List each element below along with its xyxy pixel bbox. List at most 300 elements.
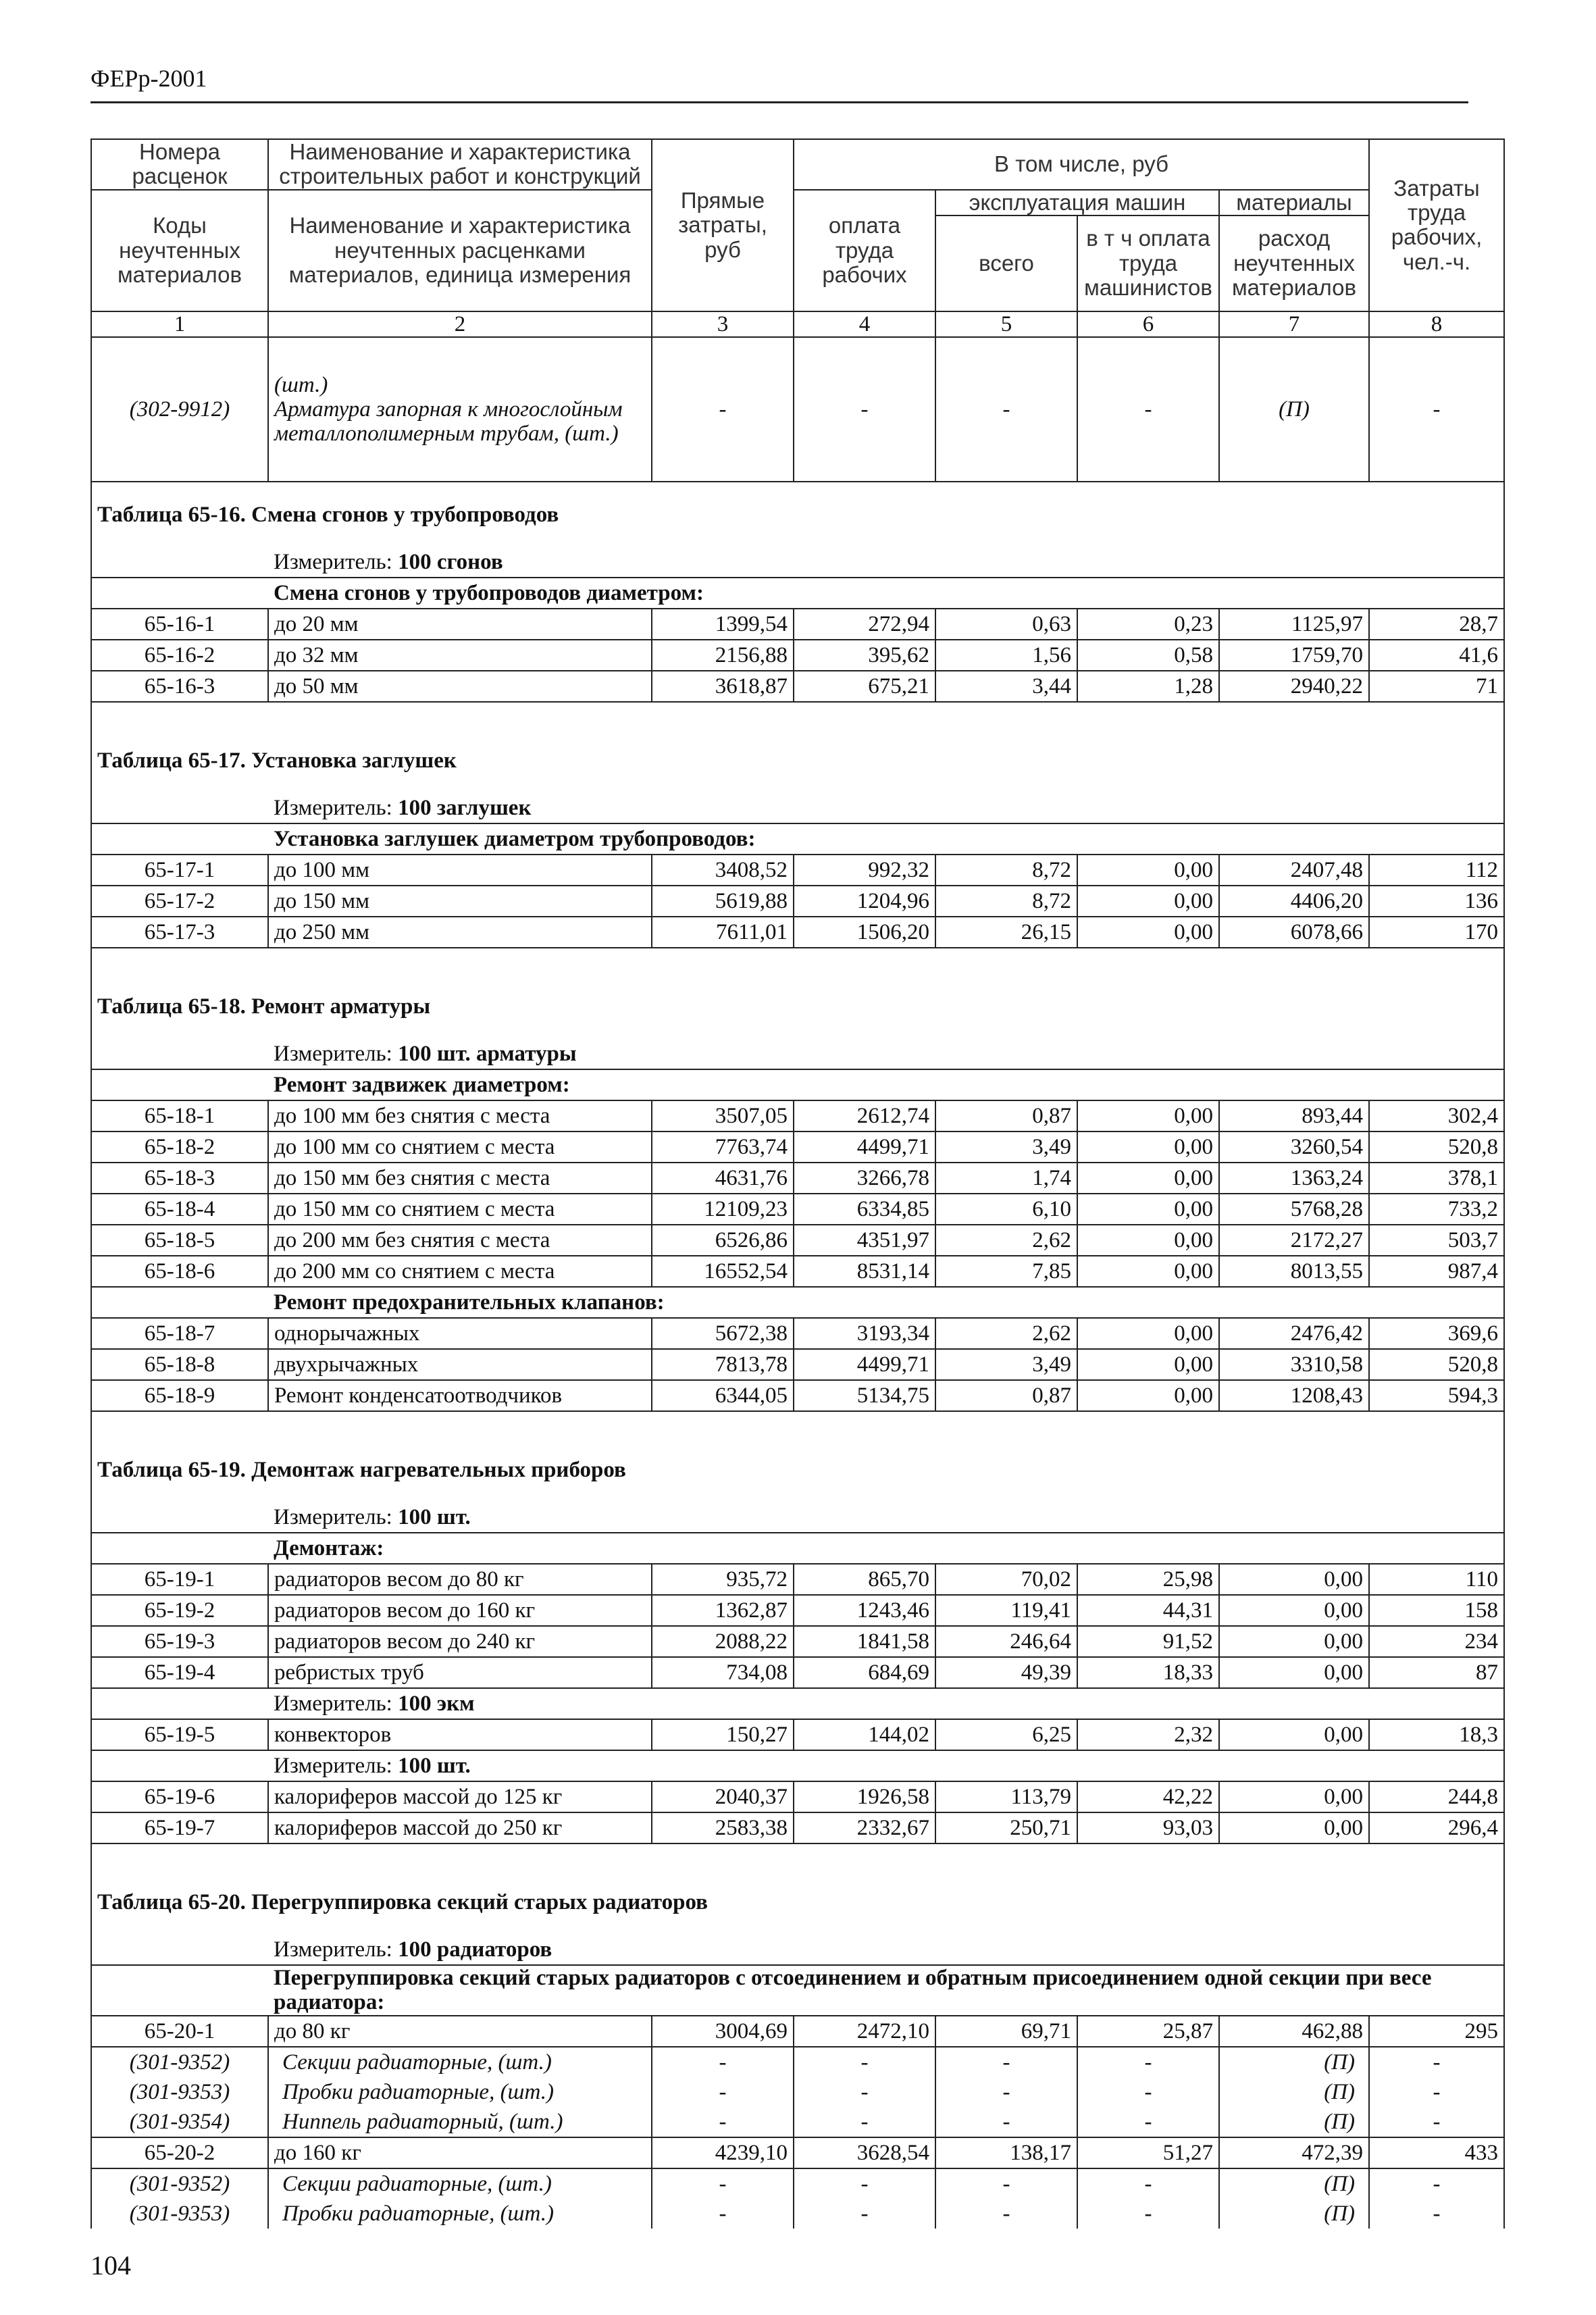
value-cell: 1,28 [1077,671,1219,702]
value-cell: 734,08 [652,1657,794,1688]
section-row [91,578,1504,609]
value-cell: 0,00 [1077,1163,1219,1194]
measure-row [91,1502,1504,1533]
page-number: 104 [91,2250,131,2281]
value-cell: 113,79 [935,1781,1077,1812]
work-name: конвекторов [268,1719,652,1750]
work-name: до 200 мм со снятием с места [268,1256,652,1287]
table-title: Таблица 65-19. Демонтаж нагревательных приборов [91,1438,1504,1502]
rate-code: 65-19-1 [91,1564,268,1595]
value-cell: 18,3 [1369,1719,1504,1750]
header-number: 2 [268,311,652,337]
table-row [91,640,1504,671]
value-cell: 5768,28 [1219,1194,1369,1225]
table-row [91,1318,1504,1349]
section-spacer [91,1069,268,1100]
value-cell: 395,62 [794,640,935,671]
work-name: Секции радиаторные, (шт.) [268,2168,652,2199]
value-cell: 138,17 [935,2137,1077,2168]
value-cell: 170 [1369,917,1504,948]
rate-code: 65-16-2 [91,640,268,671]
rate-code: (301-9354) [91,2107,268,2137]
section-heading: Смена сгонов у трубопроводов диаметром: [268,578,1504,609]
measure-row [91,1750,1504,1781]
value-cell: 4406,20 [1219,886,1369,917]
rates-table [91,138,1505,2229]
value-cell: 992,32 [794,855,935,886]
value-cell: 935,72 [652,1564,794,1595]
measure-label: Измеритель: [274,1505,392,1530]
value-cell: 0,00 [1077,1225,1219,1256]
measure-label: Измеритель: [274,1691,392,1716]
work-name: однорычажных [268,1318,652,1349]
value-cell: 2040,37 [652,1781,794,1812]
value-cell: 2172,27 [1219,1225,1369,1256]
value-cell: 0,00 [1077,1131,1219,1163]
value-cell: 41,6 [1369,640,1504,671]
spacer-row [91,1843,1504,1870]
value-cell: (П) [1219,2168,1369,2199]
table-row [91,855,1504,886]
value-cell: 1204,96 [794,886,935,917]
rate-code: 65-20-1 [91,2016,268,2047]
value-cell: 1926,58 [794,1781,935,1812]
table-row [91,2077,1504,2107]
continuation-row [91,337,1504,482]
value-cell: 2,62 [935,1318,1077,1349]
measure-row [91,547,1504,578]
table-row [91,2016,1504,2047]
spacer [91,1411,1504,1438]
header-col6: в т ч оплата труда машинистов [1077,215,1219,311]
header-col4: оплата труда рабочих [794,190,935,311]
value-cell: - [652,337,794,482]
value-cell: 1759,70 [1219,640,1369,671]
value-cell: - [652,2199,794,2229]
rate-code: 65-19-5 [91,1719,268,1750]
value-cell: - [1369,337,1504,482]
value-cell: 1125,97 [1219,609,1369,640]
measure-text [268,547,1504,578]
value-cell: 8,72 [935,855,1077,886]
value-cell: - [1369,2168,1504,2199]
table-row [91,1564,1504,1595]
rate-code: 65-16-1 [91,609,268,640]
spacer-row [91,948,1504,974]
table-row [91,1380,1504,1411]
value-cell: 2940,22 [1219,671,1369,702]
value-cell: 520,8 [1369,1349,1504,1380]
value-cell: 2583,38 [652,1812,794,1843]
header-col2-bottom: Наименование и характеристика неучтенных расценками материалов, единица измерения [268,190,652,311]
value-cell: 49,39 [935,1657,1077,1688]
rate-code: 65-17-2 [91,886,268,917]
value-cell: 594,3 [1369,1380,1504,1411]
value-cell: 51,27 [1077,2137,1219,2168]
work-name: до 20 мм [268,609,652,640]
spacer [91,948,1504,974]
table-row [91,1256,1504,1287]
value-cell: 0,00 [1077,1380,1219,1411]
value-cell: 378,1 [1369,1163,1504,1194]
rate-code: (301-9352) [91,2047,268,2077]
table-row [91,1225,1504,1256]
rate-code: 65-18-8 [91,1349,268,1380]
work-name: до 150 мм [268,886,652,917]
header-col7: расход неучтенных материалов [1219,215,1369,311]
measure-spacer [91,1688,268,1719]
section-heading: Демонтаж: [268,1533,1504,1564]
value-cell: 5134,75 [794,1380,935,1411]
table-row [91,2199,1504,2229]
value-cell: 0,00 [1077,1318,1219,1349]
measure-spacer [91,1502,268,1533]
measure-value: 100 экм [398,1691,475,1716]
value-cell: - [1369,2077,1504,2107]
value-cell: 16552,54 [652,1256,794,1287]
rate-code: 65-19-7 [91,1812,268,1843]
table-row [91,1812,1504,1843]
header-machines: эксплуатация машин [935,190,1219,215]
section-row [91,1069,1504,1100]
value-cell: 295 [1369,2016,1504,2047]
table-row [91,2047,1504,2077]
work-name: до 150 мм без снятия с места [268,1163,652,1194]
table-title: Таблица 65-17. Установка заглушек [91,728,1504,793]
value-cell: 4499,71 [794,1349,935,1380]
table-title-row [91,1438,1504,1502]
value-cell: 2612,74 [794,1100,935,1131]
value-cell: 6344,05 [652,1380,794,1411]
value-cell: 2472,10 [794,2016,935,2047]
work-name: калориферов массой до 250 кг [268,1812,652,1843]
measure-text [268,1935,1504,1965]
value-cell: 865,70 [794,1564,935,1595]
value-cell: 0,00 [1219,1812,1369,1843]
value-cell: 93,03 [1077,1812,1219,1843]
value-cell: 893,44 [1219,1100,1369,1131]
material-code: (302-9912) [91,337,268,482]
value-cell: 144,02 [794,1719,935,1750]
value-cell: 1363,24 [1219,1163,1369,1194]
rate-code: 65-18-6 [91,1256,268,1287]
value-cell: 1,74 [935,1163,1077,1194]
rate-code: 65-19-4 [91,1657,268,1688]
value-cell: - [1369,2047,1504,2077]
value-cell: - [652,2107,794,2137]
value-cell: 5672,38 [652,1318,794,1349]
section-heading: Ремонт задвижек диаметром: [268,1069,1504,1100]
value-cell: 0,00 [1077,886,1219,917]
work-name: калориферов массой до 125 кг [268,1781,652,1812]
value-cell: - [1077,337,1219,482]
header-number: 1 [91,311,268,337]
work-name: Секции радиаторные, (шт.) [268,2047,652,2077]
value-cell: 0,00 [1077,1194,1219,1225]
value-cell: - [794,2047,935,2077]
rate-code: 65-18-1 [91,1100,268,1131]
work-name: до 100 мм без снятия с места [268,1100,652,1131]
value-cell: 520,8 [1369,1131,1504,1163]
section-row [91,823,1504,855]
header-materials: материалы [1219,190,1369,215]
measure-spacer [91,1039,268,1069]
value-cell: 0,87 [935,1380,1077,1411]
value-cell: 1243,46 [794,1595,935,1626]
value-cell: 4631,76 [652,1163,794,1194]
table-title: Таблица 65-18. Ремонт арматуры [91,974,1504,1039]
work-name: ребристых труб [268,1657,652,1688]
value-cell: 3260,54 [1219,1131,1369,1163]
value-cell: - [935,2077,1077,2107]
value-cell: - [794,2168,935,2199]
value-cell: 6,25 [935,1719,1077,1750]
measure-text [268,1039,1504,1069]
value-cell: 462,88 [1219,2016,1369,2047]
value-cell: 2407,48 [1219,855,1369,886]
value-cell: 0,00 [1077,1100,1219,1131]
header-number: 7 [1219,311,1369,337]
measure-spacer [91,1750,268,1781]
value-cell: 0,00 [1219,1781,1369,1812]
value-cell: - [1077,2168,1219,2199]
table-title: Таблица 65-20. Перегруппировка секций старых радиаторов [91,1870,1504,1935]
value-cell: 1841,58 [794,1626,935,1657]
measure-label: Измеритель: [274,1754,392,1779]
table-row [91,1194,1504,1225]
value-cell: 433 [1369,2137,1504,2168]
rate-code: 65-18-4 [91,1194,268,1225]
header-col3: Прямые затраты, руб [652,139,794,311]
value-cell: - [1077,2199,1219,2229]
value-cell: - [652,2077,794,2107]
value-cell: 0,23 [1077,609,1219,640]
value-cell: 2,32 [1077,1719,1219,1750]
value-cell: 158 [1369,1595,1504,1626]
value-cell: 112 [1369,855,1504,886]
work-name: до 100 мм [268,855,652,886]
value-cell: 18,33 [1077,1657,1219,1688]
value-cell: 0,00 [1219,1595,1369,1626]
spacer-row [91,702,1504,728]
value-cell: (П) [1219,2107,1369,2137]
value-cell: 7813,78 [652,1349,794,1380]
section-spacer [91,1533,268,1564]
value-cell: 6334,85 [794,1194,935,1225]
value-cell: 119,41 [935,1595,1077,1626]
value-cell: 3,49 [935,1131,1077,1163]
table-title-row [91,1870,1504,1935]
value-cell: 684,69 [794,1657,935,1688]
value-cell: 987,4 [1369,1256,1504,1287]
value-cell: 0,58 [1077,640,1219,671]
value-cell: - [794,337,935,482]
rate-code: 65-17-3 [91,917,268,948]
value-cell: 1208,43 [1219,1380,1369,1411]
value-cell: 8531,14 [794,1256,935,1287]
rate-code: (301-9352) [91,2168,268,2199]
table-title-row [91,482,1504,547]
table-row [91,2107,1504,2137]
value-cell: 26,15 [935,917,1077,948]
value-cell: 3618,87 [652,671,794,702]
value-cell: 1506,20 [794,917,935,948]
value-cell: 3408,52 [652,855,794,886]
section-heading: Перегруппировка секций старых радиаторов с отсоединением и обратным присоединением одной секции при весе радиатора: [268,1965,1504,2016]
measure-row [91,1935,1504,1965]
value-cell: 4499,71 [794,1131,935,1163]
measure-value: 100 шт. арматуры [398,1042,577,1067]
value-cell: 8013,55 [1219,1256,1369,1287]
value-cell: 8,72 [935,886,1077,917]
value-cell: 3,49 [935,1349,1077,1380]
table-title-row [91,974,1504,1039]
value-cell: 675,21 [794,671,935,702]
work-name: до 80 кг [268,2016,652,2047]
value-cell: 6,10 [935,1194,1077,1225]
header-rule [91,101,1468,103]
rate-code: 65-18-2 [91,1131,268,1163]
value-cell: 244,8 [1369,1781,1504,1812]
rate-code: 65-18-5 [91,1225,268,1256]
measure-row [91,1039,1504,1069]
value-cell: 0,00 [1077,917,1219,948]
value-cell: - [794,2199,935,2229]
material-name: Арматура запорная к многослойным металлополимерным трубам, (шт.) [274,397,623,447]
value-cell: (П) [1219,2199,1369,2229]
header-number: 5 [935,311,1077,337]
section-heading: Ремонт предохранительных клапанов: [268,1287,1504,1318]
value-cell: 25,87 [1077,2016,1219,2047]
rate-code: (301-9353) [91,2199,268,2229]
value-cell: 246,64 [935,1626,1077,1657]
value-cell: - [1369,2199,1504,2229]
value-cell: 2,62 [935,1225,1077,1256]
value-cell: - [794,2077,935,2107]
table-row [91,671,1504,702]
work-name: до 50 мм [268,671,652,702]
measure-text [268,793,1504,823]
value-cell: 3507,05 [652,1100,794,1131]
value-cell: 4351,97 [794,1225,935,1256]
work-name: Пробки радиаторные, (шт.) [268,2077,652,2107]
value-cell: 0,00 [1077,1256,1219,1287]
value-cell: 42,22 [1077,1781,1219,1812]
table-row [91,1131,1504,1163]
rate-code: 65-18-9 [91,1380,268,1411]
value-cell: 7,85 [935,1256,1077,1287]
header-number: 8 [1369,311,1504,337]
table-row [91,609,1504,640]
value-cell: 503,7 [1369,1225,1504,1256]
section-spacer [91,1287,268,1318]
measure-value: 100 шт. [398,1754,471,1779]
rate-code: 65-18-3 [91,1163,268,1194]
work-name: до 250 мм [268,917,652,948]
header-col8: Затраты труда рабочих, чел.-ч. [1369,139,1504,311]
measure-text [268,1750,1504,1781]
table-row [91,1349,1504,1380]
value-cell: 91,52 [1077,1626,1219,1657]
value-cell: 0,87 [935,1100,1077,1131]
table-row [91,2168,1504,2199]
table-row [91,1719,1504,1750]
value-cell: 7763,74 [652,1131,794,1163]
value-cell: (П) [1219,337,1369,482]
value-cell: 3004,69 [652,2016,794,2047]
value-cell: 0,63 [935,609,1077,640]
spacer [91,1843,1504,1870]
measure-text [268,1502,1504,1533]
work-name: до 200 мм без снятия с места [268,1225,652,1256]
header-number: 6 [1077,311,1219,337]
header-group-top: В том числе, руб [794,139,1369,190]
value-cell: 369,6 [1369,1318,1504,1349]
value-cell: 3193,34 [794,1318,935,1349]
rate-code: 65-16-3 [91,671,268,702]
value-cell: (П) [1219,2077,1369,2107]
work-name: до 100 мм со снятием с места [268,1131,652,1163]
table-title: Таблица 65-16. Смена сгонов у трубопроводов [91,482,1504,547]
value-cell: 5619,88 [652,886,794,917]
value-cell: - [935,337,1077,482]
value-cell: 87 [1369,1657,1504,1688]
header-col1-bottom: Коды неучтенных материалов [91,190,268,311]
work-name: до 160 кг [268,2137,652,2168]
value-cell: - [935,2168,1077,2199]
value-cell: - [935,2047,1077,2077]
rate-code: (301-9353) [91,2077,268,2107]
measure-label: Измеритель: [274,550,392,575]
work-name: радиаторов весом до 80 кг [268,1564,652,1595]
section-row [91,1533,1504,1564]
value-cell: 0,00 [1219,1657,1369,1688]
header-number: 4 [794,311,935,337]
value-cell: 2476,42 [1219,1318,1369,1349]
value-cell: 0,00 [1219,1626,1369,1657]
value-cell: - [935,2107,1077,2137]
value-cell: 2332,67 [794,1812,935,1843]
section-spacer [91,1965,268,2016]
section-row [91,1287,1504,1318]
measure-row [91,1688,1504,1719]
work-name: радиаторов весом до 160 кг [268,1595,652,1626]
value-cell: - [652,2047,794,2077]
value-cell: 44,31 [1077,1595,1219,1626]
value-cell: 296,4 [1369,1812,1504,1843]
value-cell: 25,98 [1077,1564,1219,1595]
value-cell: 7611,01 [652,917,794,948]
value-cell: 0,00 [1219,1564,1369,1595]
value-cell: 3,44 [935,671,1077,702]
value-cell: 733,2 [1369,1194,1504,1225]
rate-code: 65-19-3 [91,1626,268,1657]
value-cell: - [1369,2107,1504,2137]
header-number: 3 [652,311,794,337]
section-heading: Установка заглушек диаметром трубопроводов: [268,823,1504,855]
work-name: Пробки радиаторные, (шт.) [268,2199,652,2229]
unit-line: (шт.) [274,372,328,397]
value-cell: 150,27 [652,1719,794,1750]
spacer [91,702,1504,728]
table-row [91,1626,1504,1657]
measure-spacer [91,1935,268,1965]
value-cell: - [1077,2107,1219,2137]
header-col2-top: Наименование и характеристика строительных работ и конструкций [268,139,652,190]
measure-value: 100 сгонов [398,550,503,575]
work-name: Ниппель радиаторный, (шт.) [268,2107,652,2137]
page-header: ФЕРр-2001 [91,65,207,92]
